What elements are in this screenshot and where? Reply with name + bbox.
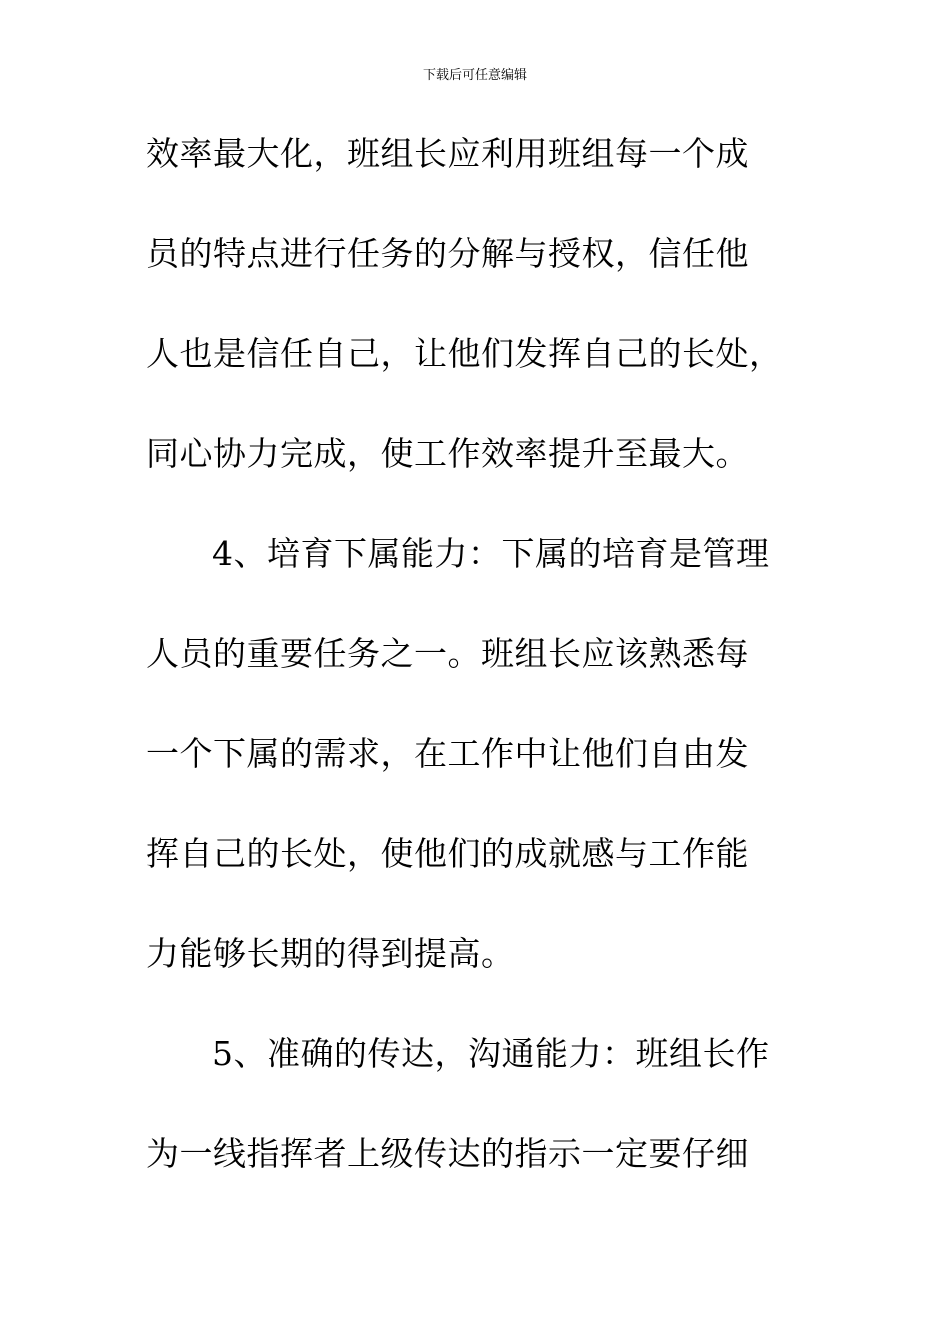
text-line: 人员的重要任务之一。班组长应该熟悉每 — [146, 634, 749, 673]
text-line: 一个下属的需求，在工作中让他们自由发 — [146, 734, 749, 773]
paragraph-start-line: 4、培育下属能力：下属的培育是管理 — [212, 534, 770, 573]
text-line: 人也是信任自己，让他们发挥自己的长处， — [146, 334, 783, 373]
text-line: 同心协力完成，使工作效率提升至最大。 — [146, 434, 749, 473]
text-line: 力能够长期的得到提高。 — [146, 934, 515, 973]
text-line: 效率最大化，班组长应利用班组每一个成 — [146, 134, 749, 173]
text-line: 挥自己的长处，使他们的成就感与工作能 — [146, 834, 749, 873]
paragraph-start-line: 5、准确的传达，沟通能力：班组长作 — [212, 1034, 770, 1073]
text-line: 员的特点进行任务的分解与授权，信任他 — [146, 234, 749, 273]
text-line: 为一线指挥者上级传达的指示一定要仔细 — [146, 1134, 749, 1173]
document-body — [146, 128, 826, 1228]
page-header: 下载后可任意编辑 — [422, 68, 527, 83]
